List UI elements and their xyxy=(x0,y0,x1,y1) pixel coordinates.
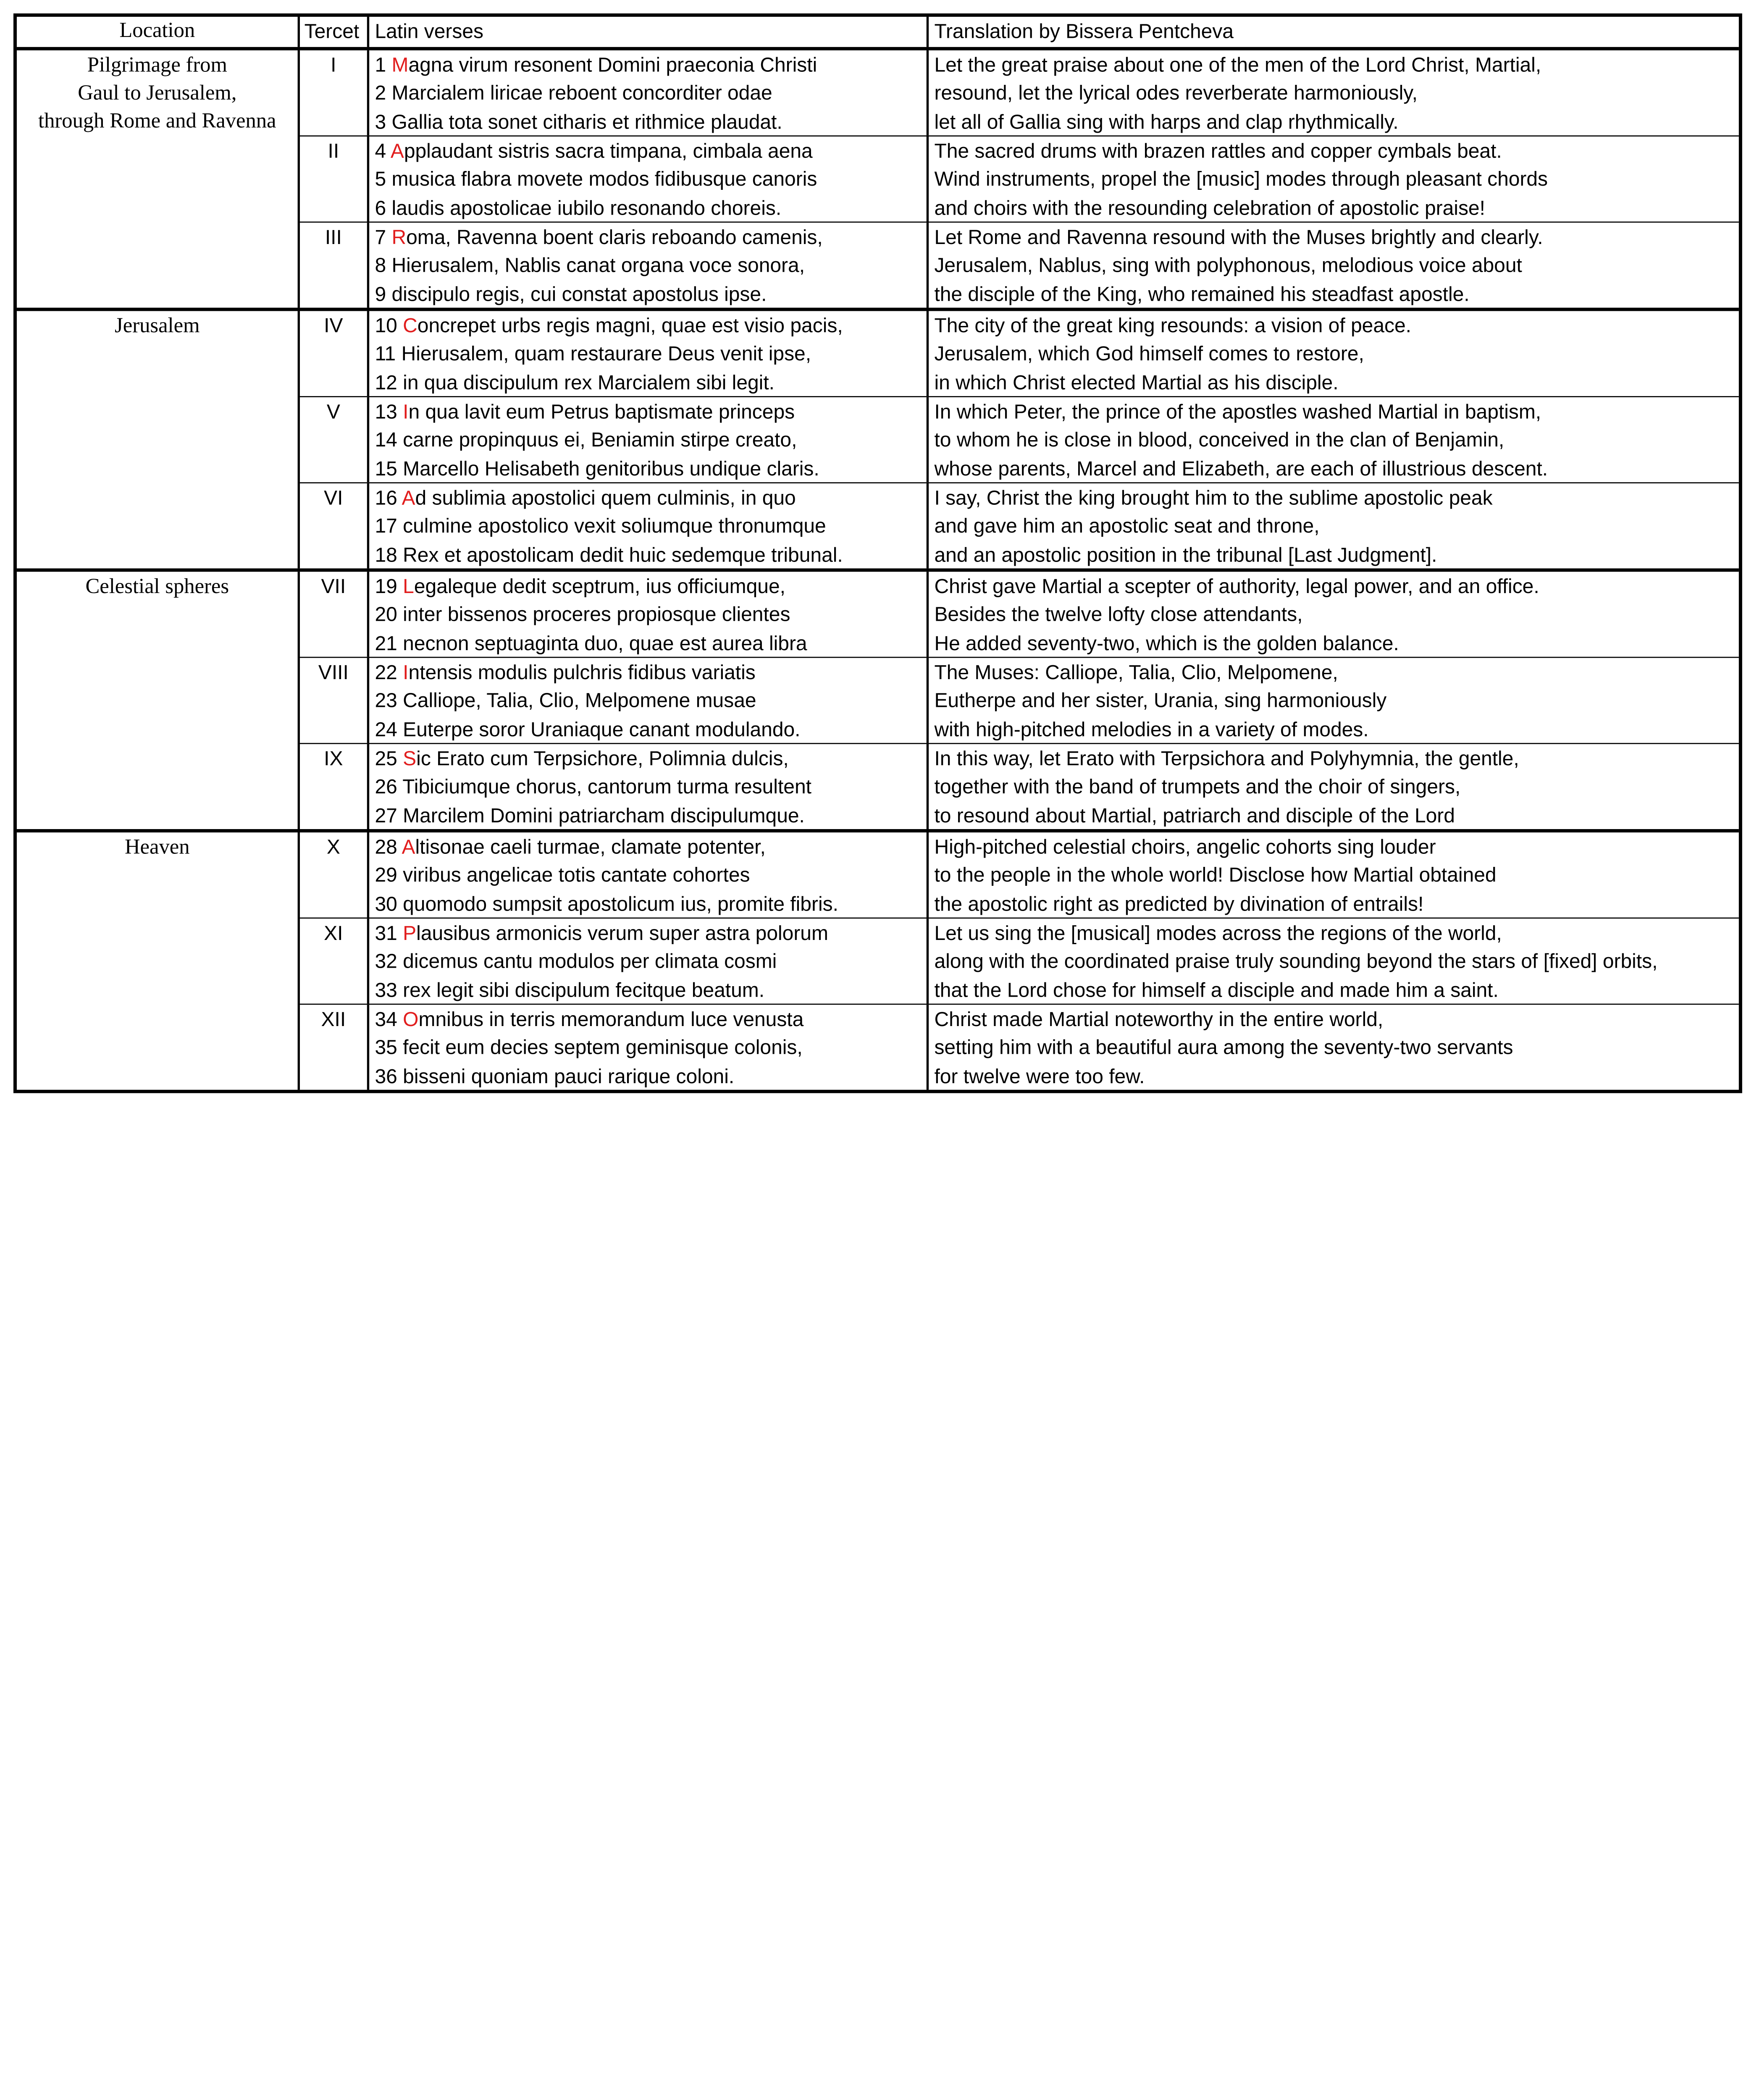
latin-verse-line xyxy=(375,80,926,108)
tercet-number: IV xyxy=(300,311,369,396)
tercet-list xyxy=(300,572,1739,829)
translation-line: together with the band of trumpets and the choir of singers, xyxy=(934,775,1461,798)
verse-text: Rex et apostolicam dedit huic sedemque tribunal. xyxy=(403,543,843,566)
verse-number: 16 xyxy=(375,486,397,509)
latin-verse-line xyxy=(375,976,926,1004)
verse-text: oma, Ravenna boent claris reboando camenis, xyxy=(406,226,823,249)
header-translation: Translation by Bissera Pentcheva xyxy=(934,20,1234,43)
translation-line: and gave him an apostolic seat and throne, xyxy=(934,515,1320,538)
table-body xyxy=(17,50,1739,1090)
translation-line: The sacred drums with brazen rattles and copper cymbals beat. xyxy=(934,140,1502,163)
table-row xyxy=(300,744,1739,829)
acrostic-initial: I xyxy=(403,400,409,423)
latin-cell xyxy=(369,223,929,307)
location-group xyxy=(17,832,1739,1090)
latin-verse-line xyxy=(375,427,926,455)
verse-number: 35 xyxy=(375,1036,397,1059)
location-cell xyxy=(17,50,300,308)
location-line: Pilgrimage from xyxy=(87,53,227,77)
latin-verse-line xyxy=(375,601,926,629)
acrostic-initial: A xyxy=(402,836,415,858)
translation-line: to the people in the whole world! Disclose how Martial obtained xyxy=(934,864,1497,887)
table-row xyxy=(300,136,1739,223)
latin-verse-line xyxy=(375,455,926,482)
latin-verse-line xyxy=(375,1063,926,1090)
verse-number: 25 xyxy=(375,747,397,770)
location-line: Gaul to Jerusalem, xyxy=(78,81,237,105)
verse-number: 19 xyxy=(375,575,397,598)
verse-text: agna virum resonent Domini praeconia Christi xyxy=(408,53,817,76)
location-line: Celestial spheres xyxy=(85,575,229,599)
translation-cell xyxy=(929,832,1739,917)
translation-line: whose parents, Marcel and Elizabeth, are each of illustrious descent. xyxy=(934,457,1548,480)
translation-cell xyxy=(929,50,1739,135)
acrostic-initial: A xyxy=(402,486,415,509)
translation-line: to resound about Martial, patriarch and disciple of the Lord xyxy=(934,804,1455,827)
verse-number: 15 xyxy=(375,457,397,480)
translation-cell xyxy=(929,397,1739,482)
verse-text: Gallia tota sonet citharis et rithmice plaudat. xyxy=(391,110,782,133)
latin-cell xyxy=(369,136,929,221)
acrostic-initial: S xyxy=(403,747,417,770)
location-line: through Rome and Ravenna xyxy=(38,110,276,134)
verse-number: 34 xyxy=(375,1008,397,1031)
verse-text: lausibus armonicis verum super astra polorum xyxy=(416,922,828,945)
latin-verse-line xyxy=(375,948,926,976)
verse-text: Marcilem Domini patriarcham discipulumque. xyxy=(403,804,805,827)
latin-verse-line xyxy=(375,52,926,80)
tercet-number: VI xyxy=(300,483,369,568)
tercet-number: VII xyxy=(300,572,369,656)
translation-line: I say, Christ the king brought him to the sublime apostolic peak xyxy=(934,486,1493,509)
latin-verse-line xyxy=(375,687,926,715)
latin-verse-line xyxy=(375,108,926,135)
translation-line: Jerusalem, which God himself comes to restore, xyxy=(934,342,1364,365)
acrostic-initial: C xyxy=(403,314,417,337)
latin-verse-line xyxy=(375,138,926,166)
latin-verse-line xyxy=(375,513,926,541)
header-latin: Latin verses xyxy=(369,17,929,47)
latin-verse-line xyxy=(375,862,926,890)
latin-cell xyxy=(369,832,929,917)
translation-line: Christ gave Martial a scepter of authority, legal power, and an office. xyxy=(934,575,1539,598)
table-row xyxy=(300,483,1739,568)
tercet-list xyxy=(300,311,1739,569)
table-row xyxy=(300,572,1739,658)
verse-text: Euterpe soror Uraniaque canant modulando. xyxy=(403,718,801,740)
tercet-number: XII xyxy=(300,1005,369,1089)
verse-number: 31 xyxy=(375,922,397,945)
translation-line: Besides the twelve lofty close attendants, xyxy=(934,603,1303,626)
table-row xyxy=(300,223,1739,307)
verse-number: 8 xyxy=(375,254,386,277)
acrostic-initial: A xyxy=(390,140,404,163)
verse-number: 17 xyxy=(375,515,397,538)
verse-number: 9 xyxy=(375,282,386,305)
latin-verse-line xyxy=(375,630,926,657)
table-row xyxy=(300,311,1739,397)
verse-text: mnibus in terris memorandum luce venusta xyxy=(418,1008,804,1031)
translation-cell xyxy=(929,919,1739,1003)
acrostic-initial: L xyxy=(403,575,414,598)
translation-line: He added seventy-two, which is the golden balance. xyxy=(934,632,1399,654)
table-row xyxy=(300,832,1739,919)
translation-cell xyxy=(929,311,1739,396)
tercet-number: VIII xyxy=(300,658,369,743)
latin-verse-line xyxy=(375,716,926,743)
latin-verse-line xyxy=(375,166,926,194)
latin-verse-line xyxy=(375,541,926,568)
latin-verse-line xyxy=(375,194,926,221)
verse-text: oncrepet urbs regis magni, quae est visio pacis, xyxy=(417,314,843,337)
location-group xyxy=(17,572,1739,832)
verse-text: ntensis modulis pulchris fidibus variatis xyxy=(408,661,756,684)
latin-verse-line xyxy=(375,312,926,340)
latin-cell xyxy=(369,572,929,656)
translation-line: let all of Gallia sing with harps and clap rhythmically. xyxy=(934,110,1399,133)
translation-line: setting him with a beautiful aura among the seventy-two servants xyxy=(934,1036,1513,1059)
latin-verse-line xyxy=(375,659,926,687)
verse-text: necnon septuaginta duo, quae est aurea libra xyxy=(403,632,807,654)
latin-verse-line xyxy=(375,890,926,917)
verse-number: 20 xyxy=(375,603,397,626)
latin-cell xyxy=(369,658,929,743)
verse-number: 2 xyxy=(375,82,386,105)
latin-verse-line xyxy=(375,834,926,862)
table-row xyxy=(300,658,1739,744)
table-row xyxy=(300,50,1739,136)
verse-number: 32 xyxy=(375,950,397,973)
verse-text: bisseni quoniam pauci rarique coloni. xyxy=(403,1065,735,1087)
translation-line: in which Christ elected Martial as his disciple. xyxy=(934,371,1339,394)
translation-line: and choirs with the resounding celebration of apostolic praise! xyxy=(934,196,1485,219)
verse-text: discipulo regis, cui constat apostolus ipse. xyxy=(391,282,767,305)
verse-number: 6 xyxy=(375,196,386,219)
verse-text: inter bissenos proceres propiosque clientes xyxy=(403,603,790,626)
verse-number: 4 xyxy=(375,140,386,163)
translation-line: The city of the great king resounds: a vision of peace. xyxy=(934,314,1411,337)
latin-verse-line xyxy=(375,802,926,829)
verse-number: 3 xyxy=(375,110,386,133)
verse-number: 36 xyxy=(375,1065,397,1087)
translation-line: In this way, let Erato with Terpsichora and Polyhymnia, the gentle, xyxy=(934,747,1519,770)
latin-verse-line xyxy=(375,920,926,948)
verse-number: 7 xyxy=(375,226,386,249)
latin-verse-line xyxy=(375,281,926,308)
latin-verse-line xyxy=(375,398,926,426)
location-group xyxy=(17,50,1739,311)
verse-text: viribus angelicae totis cantate cohortes xyxy=(403,864,750,887)
verse-number: 27 xyxy=(375,804,397,827)
header-tercet: Tercet xyxy=(300,17,369,47)
tercet-list xyxy=(300,50,1739,308)
tercet-number: III xyxy=(300,223,369,307)
latin-verse-line xyxy=(375,341,926,369)
acrostic-initial: O xyxy=(403,1008,419,1031)
header-location: Location xyxy=(17,17,300,47)
acrostic-initial: P xyxy=(403,922,417,945)
verse-text: ic Erato cum Terpsichore, Polimnia dulcis, xyxy=(416,747,789,770)
latin-verse-line xyxy=(375,485,926,513)
verse-text: in qua discipulum rex Marcialem sibi legit. xyxy=(403,371,775,394)
verse-number: 22 xyxy=(375,661,397,684)
verse-number: 28 xyxy=(375,836,397,858)
tercet-number: I xyxy=(300,50,369,135)
translation-cell xyxy=(929,483,1739,568)
verse-number: 21 xyxy=(375,632,397,654)
verse-number: 33 xyxy=(375,978,397,1001)
verse-text: culmine apostolico vexit soliumque thronumque xyxy=(403,515,826,538)
translation-line: the apostolic right as predicted by divination of entrails! xyxy=(934,892,1424,915)
verse-number: 26 xyxy=(375,775,397,798)
verse-text: d sublimia apostolici quem culminis, in quo xyxy=(415,486,796,509)
tercet-number: V xyxy=(300,397,369,482)
verse-number: 30 xyxy=(375,892,397,915)
translation-line: Let the great praise about one of the men of the Lord Christ, Martial, xyxy=(934,53,1541,76)
tercet-list xyxy=(300,832,1739,1090)
verse-text: pplaudant sistris sacra timpana, cimbala aena xyxy=(404,140,813,163)
verse-number: 10 xyxy=(375,314,397,337)
table-row xyxy=(300,1005,1739,1089)
tercet-number: XI xyxy=(300,919,369,1003)
location-cell xyxy=(17,311,300,569)
location-group xyxy=(17,311,1739,572)
location-cell xyxy=(17,832,300,1090)
acrostic-initial: R xyxy=(391,226,407,249)
verse-text: carne propinquus ei, Beniamin stirpe creato, xyxy=(403,429,797,452)
translation-line: that the Lord chose for himself a disciple and made him a saint. xyxy=(934,978,1499,1001)
verse-number: 5 xyxy=(375,168,386,191)
verse-number: 18 xyxy=(375,543,397,566)
tercet-number: X xyxy=(300,832,369,917)
verse-text: Hierusalem, Nablis canat organa voce sonora, xyxy=(391,254,805,277)
translation-cell xyxy=(929,658,1739,743)
latin-verse-line xyxy=(375,1006,926,1034)
translation-line: Christ made Martial noteworthy in the entire world, xyxy=(934,1008,1384,1031)
translation-line: the disciple of the King, who remained his steadfast apostle. xyxy=(934,282,1470,305)
translation-line: with high-pitched melodies in a variety of modes. xyxy=(934,718,1369,740)
verse-text: Marcello Helisabeth genitoribus undique claris. xyxy=(403,457,819,480)
latin-cell xyxy=(369,919,929,1003)
translation-line: High-pitched celestial choirs, angelic cohorts sing louder xyxy=(934,836,1436,858)
acrostic-initial: I xyxy=(403,661,409,684)
tercet-number: II xyxy=(300,136,369,221)
translation-line: In which Peter, the prince of the apostles washed Martial in baptism, xyxy=(934,400,1541,423)
latin-cell xyxy=(369,483,929,568)
table-row xyxy=(300,397,1739,483)
location-line: Jerusalem xyxy=(115,314,200,338)
verse-number: 1 xyxy=(375,53,386,76)
translation-line: The Muses: Calliope, Talia, Clio, Melpomene, xyxy=(934,661,1338,684)
latin-cell xyxy=(369,397,929,482)
verse-table xyxy=(13,13,1742,1093)
table-header xyxy=(17,17,1739,50)
verse-text: fecit eum decies septem geminisque colonis, xyxy=(403,1036,803,1059)
latin-verse-line xyxy=(375,745,926,773)
latin-cell xyxy=(369,311,929,396)
translation-line: and an apostolic position in the tribunal [Last Judgment]. xyxy=(934,543,1437,566)
verse-text: ltisonae caeli turmae, clamate potenter, xyxy=(415,836,766,858)
latin-cell xyxy=(369,50,929,135)
latin-verse-line xyxy=(375,1034,926,1062)
verse-number: 13 xyxy=(375,400,397,423)
verse-text: dicemus cantu modulos per climata cosmi xyxy=(403,950,777,973)
verse-text: Calliope, Talia, Clio, Melpomene musae xyxy=(403,689,756,712)
acrostic-initial: M xyxy=(391,53,409,76)
verse-text: quomodo sumpsit apostolicum ius, promite fibris. xyxy=(403,892,838,915)
latin-verse-line xyxy=(375,369,926,396)
verse-text: n qua lavit eum Petrus baptismate princeps xyxy=(408,400,795,423)
verse-text: egaleque dedit sceptrum, ius officiumque, xyxy=(414,575,785,598)
verse-text: Tibiciumque chorus, cantorum turma resultent xyxy=(402,775,811,798)
latin-verse-line xyxy=(375,573,926,601)
translation-line: Jerusalem, Nablus, sing with polyphonous, melodious voice about xyxy=(934,254,1522,277)
verse-number: 12 xyxy=(375,371,397,394)
verse-number: 29 xyxy=(375,864,397,887)
translation-cell xyxy=(929,223,1739,307)
translation-line: Let us sing the [musical] modes across the regions of the world, xyxy=(934,922,1502,945)
translation-cell xyxy=(929,1005,1739,1089)
latin-cell xyxy=(369,744,929,829)
verse-text: Hierusalem, quam restaurare Deus venit ipse, xyxy=(401,342,811,365)
table-row xyxy=(300,919,1739,1005)
translation-cell xyxy=(929,136,1739,221)
tercet-number: IX xyxy=(300,744,369,829)
latin-verse-line xyxy=(375,774,926,802)
verse-number: 24 xyxy=(375,718,397,740)
verse-number: 11 xyxy=(375,342,396,365)
verse-text: laudis apostolicae iubilo resonando choreis. xyxy=(391,196,782,219)
verse-text: musica flabra movete modos fidibusque canoris xyxy=(391,168,817,191)
translation-line: Let Rome and Ravenna resound with the Muses brightly and clearly. xyxy=(934,226,1543,249)
location-cell xyxy=(17,572,300,829)
latin-verse-line xyxy=(375,252,926,280)
verse-number: 23 xyxy=(375,689,397,712)
latin-verse-line xyxy=(375,224,926,252)
latin-cell xyxy=(369,1005,929,1089)
translation-cell xyxy=(929,572,1739,656)
verse-text: rex legit sibi discipulum fecitque beatum. xyxy=(403,978,765,1001)
verse-number: 14 xyxy=(375,429,397,452)
translation-line: resound, let the lyrical odes reverberate harmoniously, xyxy=(934,82,1418,105)
translation-line: to whom he is close in blood, conceived in the clan of Benjamin, xyxy=(934,429,1505,452)
translation-line: Eutherpe and her sister, Urania, sing harmoniously xyxy=(934,689,1387,712)
translation-line: for twelve were too few. xyxy=(934,1065,1145,1087)
translation-cell xyxy=(929,744,1739,829)
location-line: Heaven xyxy=(124,836,190,859)
translation-line: along with the coordinated praise truly sounding beyond the stars of [fixed] orbits, xyxy=(934,950,1658,973)
translation-line: Wind instruments, propel the [music] modes through pleasant chords xyxy=(934,168,1548,191)
verse-text: Marcialem liricae reboent concorditer odae xyxy=(391,82,772,105)
